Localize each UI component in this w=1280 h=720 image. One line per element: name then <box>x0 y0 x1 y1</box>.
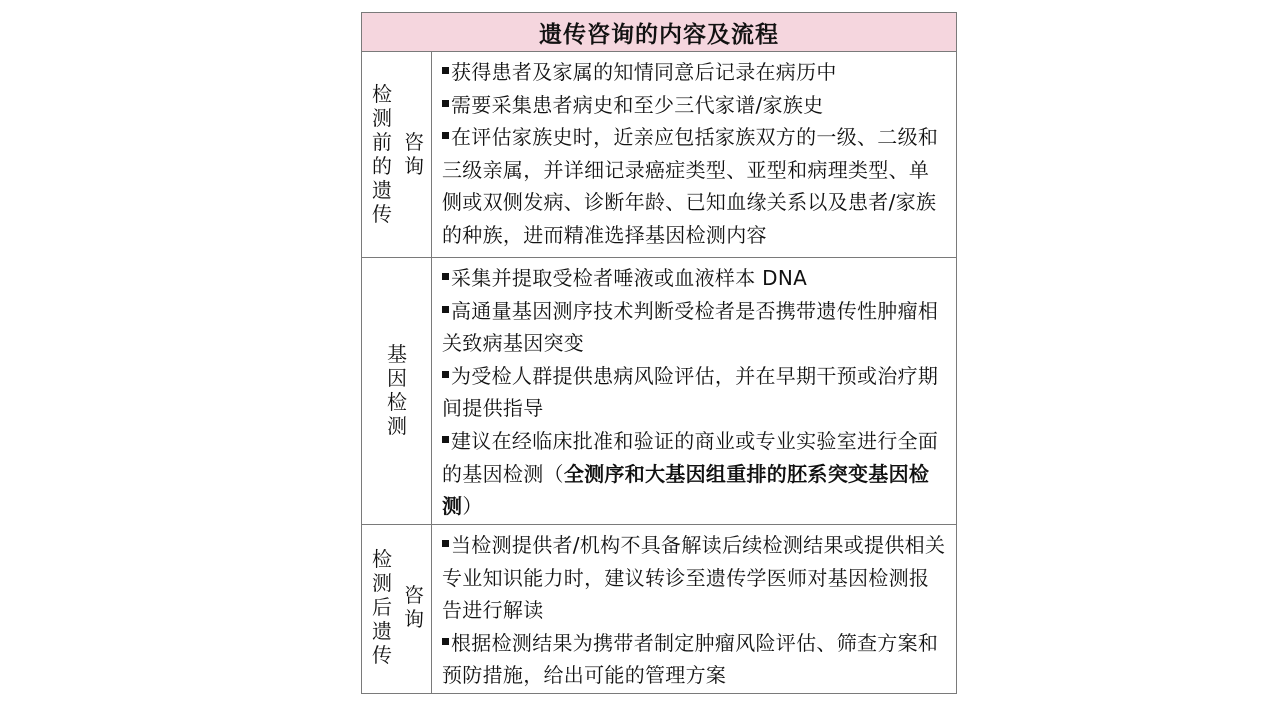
bullet-text: 获得患者及家属的知情同意后记录在病历中 <box>451 60 837 84</box>
bullet-square-icon <box>442 273 449 280</box>
table-row-post-test <box>362 525 956 693</box>
row-label-pre-test <box>362 52 432 257</box>
row-label-col2: 咨询 <box>404 583 424 631</box>
list-item <box>442 121 948 251</box>
bullet-text: 需要采集患者病史和至少三代家谱/家族史 <box>451 92 824 117</box>
row-label: 基因检测 <box>387 342 407 438</box>
list-item <box>442 262 948 295</box>
bullet-text: 在评估家族史时，近亲应包括家族双方的一级、二级和三级亲属，并详细记录癌症类型、亚型和病理类型、单侧或双侧发病、诊断年龄、已知血缘关系以及患者/家族的种族，进而精准选择基因检测内容 <box>442 125 939 247</box>
row-label-post-test <box>362 525 432 693</box>
bullet-text: 建议在经临床批准和验证的商业或专业实验室进行全面的基因检测（ <box>442 428 939 486</box>
row-label-gene-test <box>362 258 432 524</box>
list-item <box>442 360 948 425</box>
bullet-square-icon <box>442 371 449 378</box>
bullet-square-icon <box>442 306 449 313</box>
process-table <box>361 12 957 694</box>
bullet-text: 根据检测结果为携带者制定肿瘤风险评估、筛查方案和预防措施，给出可能的管理方案 <box>442 630 939 688</box>
bullet-square-icon <box>442 540 449 547</box>
row-content-gene-test <box>432 258 956 524</box>
bullet-text: 采集并提取受检者唾液或血液样本 DNA <box>451 266 808 290</box>
list-item <box>442 295 948 360</box>
row-label-col1: 检测后遗传 <box>372 547 392 667</box>
bullet-square-icon <box>442 100 449 107</box>
bullet-text: 高通量基因测序技术判断受检者是否携带遗传性肿瘤相关致病基因突变 <box>442 298 939 356</box>
list-item <box>442 627 948 692</box>
bullet-square-icon <box>442 638 449 645</box>
bullet-tail-text: ） <box>462 494 483 519</box>
bullet-bold-text: 全测序和大基因组重排的胚系突变基因检测 <box>442 461 930 519</box>
table-row-pre-test <box>362 52 956 258</box>
list-item <box>442 529 948 627</box>
table-title: 遗传咨询的内容及流程 <box>362 13 956 52</box>
row-content-pre-test <box>432 52 956 257</box>
bullet-square-icon <box>442 436 449 443</box>
table-row-gene-test <box>362 258 956 525</box>
list-item <box>442 425 948 523</box>
list-item <box>442 56 948 89</box>
bullet-text: 当检测提供者/机构不具备解读后续检测结果或提供相关专业知识能力时，建议转诊至遗传学医师对基因检测报告进行解读 <box>442 533 946 623</box>
list-item <box>442 89 948 122</box>
bullet-square-icon <box>442 132 449 139</box>
row-label-col1: 检测前的遗传 <box>372 82 392 226</box>
row-content-post-test <box>432 525 956 693</box>
bullet-text: 为受检人群提供患病风险评估，并在早期干预或治疗期间提供指导 <box>442 363 939 421</box>
bullet-square-icon <box>442 67 449 74</box>
row-label-col2: 咨询 <box>404 130 424 178</box>
